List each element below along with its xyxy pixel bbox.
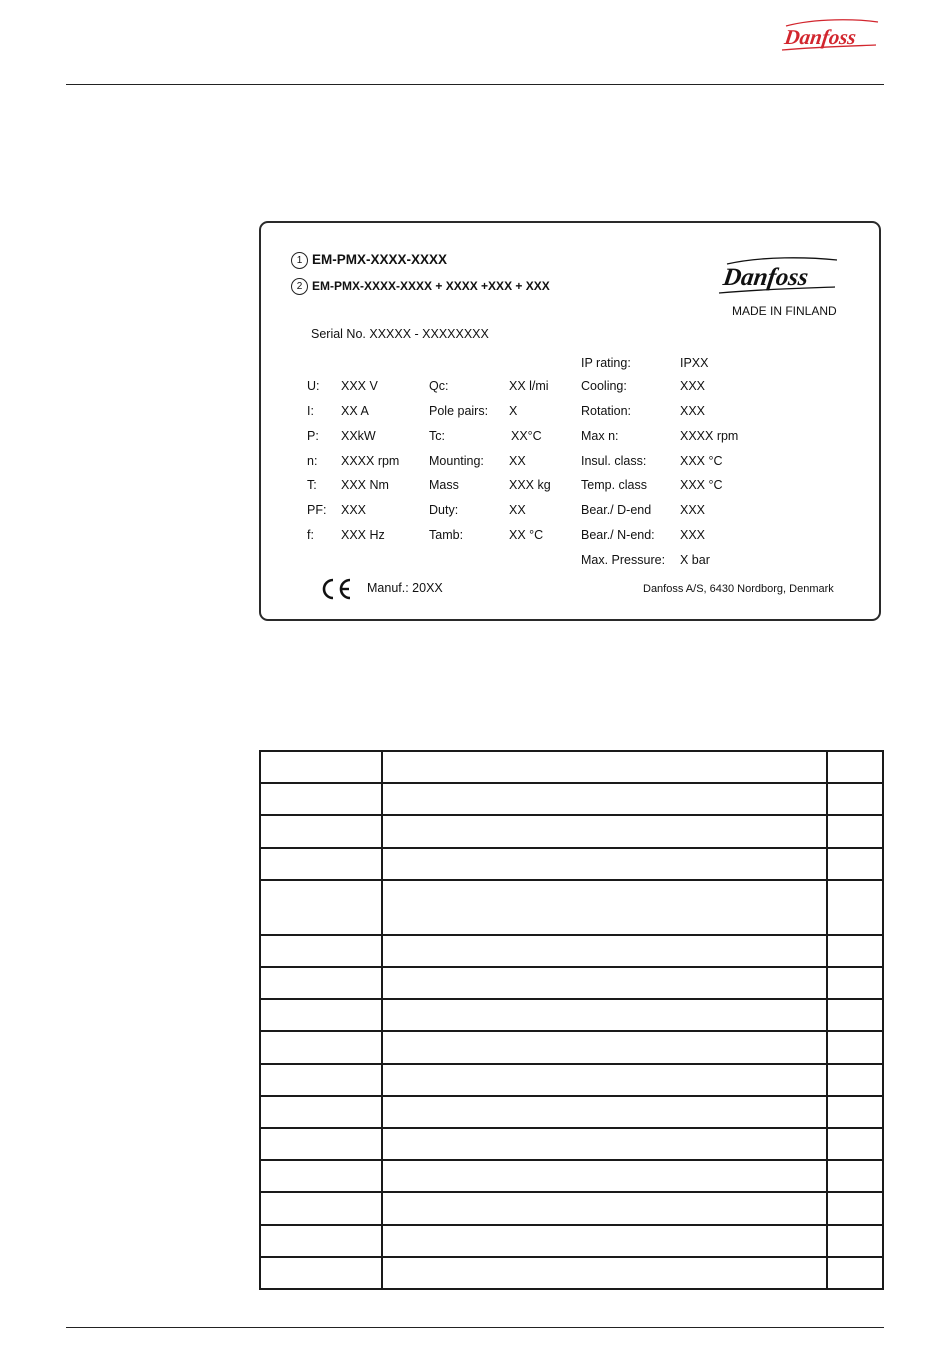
footer-rule [66,1327,884,1328]
description-cell [382,1031,827,1063]
table-row [260,815,883,847]
position-cell [260,1160,382,1192]
note-cell [827,1225,883,1257]
danfoss-logo-nameplate [713,251,841,297]
spec-label: Mass [429,478,459,492]
spec-value: XX°C [511,429,542,443]
spec-label: Bear./ D-end [581,503,652,517]
position-cell [260,751,382,783]
note-cell [827,1096,883,1128]
note-cell [827,967,883,999]
spec-value: XXX °C [680,454,723,468]
ce-mark-icon [319,577,353,601]
spec-value: XXX Hz [341,528,385,542]
manufacturer-address: Danfoss A/S, 6430 Nordborg, Denmark [643,583,834,595]
spec-value: XX l/mi [509,379,549,393]
spec-label: Duty: [429,503,459,517]
manufacture-year: Manuf.: 20XX [367,581,443,595]
spec-value: XXXX rpm [680,429,739,443]
spec-label: Insul. class: [581,454,647,468]
description-cell [382,848,827,880]
table-row [260,1128,883,1160]
table-row [260,880,883,935]
note-cell [827,751,883,783]
spec-value: XXX [680,503,706,517]
spec-label: Tamb: [429,528,464,542]
motor-nameplate [259,221,881,621]
note-cell [827,999,883,1031]
position-cell [260,1225,382,1257]
table-row [260,1064,883,1096]
position-cell [260,1031,382,1063]
position-cell [260,1096,382,1128]
spec-value: XXX [680,528,706,542]
spec-value: IPXX [680,356,709,370]
note-cell [827,783,883,815]
description-cell [382,1064,827,1096]
note-cell [827,1031,883,1063]
spec-value: XX [509,454,526,468]
spec-value: XXX kg [509,478,551,492]
svg-text:Danfoss: Danfoss [721,264,810,291]
note-cell [827,880,883,935]
spec-label: Max. Pressure: [581,553,666,567]
note-cell [827,1128,883,1160]
note-cell [827,1160,883,1192]
note-cell [827,848,883,880]
spec-value: XX °C [509,528,544,542]
spec-label: IP rating: [581,356,631,370]
spec-label: Cooling: [581,379,627,393]
model-line-2 [291,278,550,295]
table-row [260,967,883,999]
description-cell [382,751,827,783]
table-row [260,1257,883,1289]
note-cell [827,1064,883,1096]
spec-value: XX A [341,404,369,418]
description-cell [382,1128,827,1160]
spec-value: XX [509,503,526,517]
legend-table-body [260,751,883,1289]
position-cell [260,848,382,880]
spec-label: Tc: [429,429,445,443]
model-line-1 [291,252,447,269]
danfoss-logo-header [776,14,884,54]
position-cell [260,1257,382,1289]
position-cell [260,1192,382,1224]
spec-value: XXXX rpm [341,454,400,468]
table-row [260,935,883,967]
spec-value: X [509,404,518,418]
spec-label: PF: [307,503,327,517]
description-cell [382,1160,827,1192]
table-row [260,1031,883,1063]
description-cell [382,815,827,847]
model-code-extended: EM-PMX-XXXX-XXXX + XXXX +XXX + XXX [312,279,550,293]
position-cell [260,815,382,847]
table-row [260,1160,883,1192]
description-cell [382,967,827,999]
table-row [260,1225,883,1257]
note-cell [827,935,883,967]
spec-value: XXX °C [680,478,723,492]
spec-label: U: [307,379,320,393]
callout-marker: 2 [291,278,308,295]
note-cell [827,1192,883,1224]
position-cell [260,783,382,815]
spec-label: f: [307,528,314,542]
description-cell [382,1096,827,1128]
description-cell [382,1257,827,1289]
note-cell [827,815,883,847]
spec-value: XXX V [341,379,378,393]
table-row [260,999,883,1031]
callout-marker: 1 [291,252,308,269]
spec-label: Rotation: [581,404,632,418]
description-cell [382,880,827,935]
spec-label: Temp. class [581,478,647,492]
spec-label: n: [307,454,318,468]
spec-value: XXX Nm [341,478,389,492]
svg-text:Danfoss: Danfoss [783,25,858,49]
position-cell [260,1128,382,1160]
table-row [260,1096,883,1128]
spec-label: Pole pairs: [429,404,489,418]
model-code: EM-PMX-XXXX-XXXX [312,252,448,267]
spec-label: Bear./ N-end: [581,528,655,542]
serial-number: Serial No. XXXXX - XXXXXXXX [311,327,489,341]
table-row [260,1192,883,1224]
spec-value: XXkW [341,429,376,443]
nameplate-legend-table [259,750,884,1290]
position-cell [260,999,382,1031]
description-cell [382,999,827,1031]
spec-value: XXX [680,379,706,393]
spec-label: Max n: [581,429,619,443]
table-row [260,783,883,815]
description-cell [382,1192,827,1224]
position-cell [260,1064,382,1096]
description-cell [382,935,827,967]
table-row [260,848,883,880]
spec-label: P: [307,429,319,443]
table-row [260,751,883,783]
note-cell [827,1257,883,1289]
description-cell [382,1225,827,1257]
position-cell [260,967,382,999]
spec-label: I: [307,404,314,418]
spec-value: X bar [680,553,710,567]
position-cell [260,935,382,967]
position-cell [260,880,382,935]
spec-label: T: [307,478,317,492]
made-in-text: MADE IN FINLAND [732,304,837,318]
header-rule [66,84,884,85]
description-cell [382,783,827,815]
spec-value: XXX [680,404,706,418]
spec-label: Mounting: [429,454,484,468]
spec-label: Qc: [429,379,449,393]
spec-value: XXX [341,503,367,517]
